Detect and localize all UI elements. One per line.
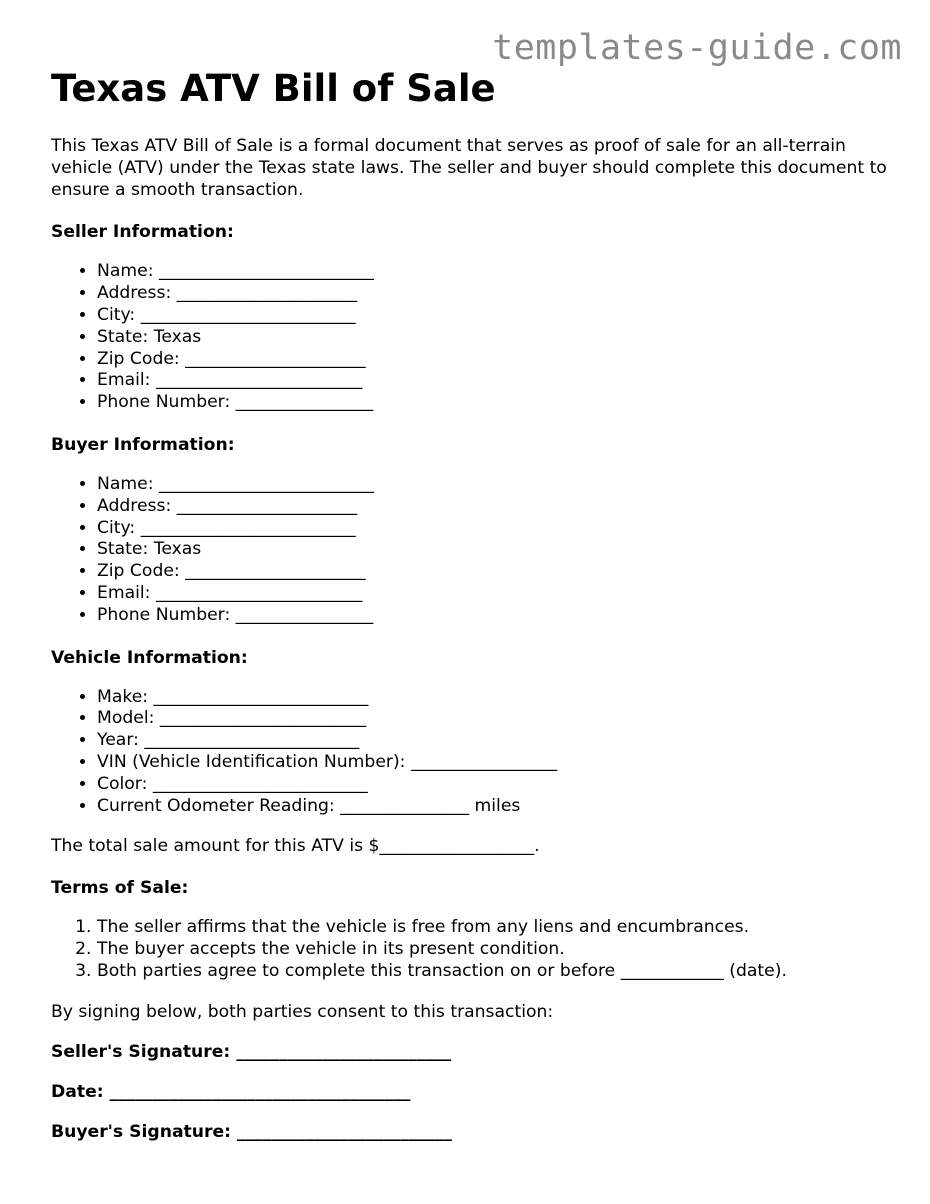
buyer-signature-line: Buyer's Signature: _________________________ (51, 1121, 452, 1142)
terms-item: 1. The seller affirms that the vehicle is free from any liens and encumbrances. (97, 917, 891, 939)
seller-address-field: • Address: _____________________ (97, 283, 891, 305)
terms-item: 3. Both parties agree to complete this transaction on or before ____________ (date). (97, 961, 891, 983)
vehicle-heading: Vehicle Information: (51, 647, 248, 668)
buyer-email-field: • Email: ________________________ (97, 583, 891, 605)
date-line: Date: ___________________________________ (51, 1081, 411, 1102)
seller-city-field: • City: _________________________ (97, 305, 891, 327)
sale-amount-text: The total sale amount for this ATV is $__________________. (51, 836, 540, 857)
vehicle-list (51, 687, 891, 818)
seller-heading: Seller Information: (51, 222, 234, 243)
document (51, 66, 891, 1143)
vehicle-odometer-field: • Current Odometer Reading: _______________ miles (97, 796, 891, 818)
buyer-address-field: • Address: _____________________ (97, 496, 891, 518)
seller-list (51, 261, 891, 414)
watermark: templates-guide.com (492, 28, 902, 68)
seller-email-field: • Email: ________________________ (97, 370, 891, 392)
vehicle-model-field: • Model: ________________________ (97, 708, 891, 730)
seller-name-field: • Name: _________________________ (97, 261, 891, 283)
buyer-phone-field: • Phone Number: ________________ (97, 605, 891, 627)
buyer-zip-field: • Zip Code: _____________________ (97, 561, 891, 583)
terms-list (51, 917, 891, 982)
vehicle-make-field: • Make: _________________________ (97, 687, 891, 709)
vehicle-vin-field: • VIN (Vehicle Identification Number): _________________ (97, 752, 891, 774)
seller-zip-field: • Zip Code: _____________________ (97, 349, 891, 371)
seller-state-field: • State: Texas (97, 327, 891, 349)
buyer-heading: Buyer Information: (51, 434, 235, 455)
buyer-list (51, 474, 891, 627)
buyer-state-field: • State: Texas (97, 539, 891, 561)
vehicle-year-field: • Year: _________________________ (97, 730, 891, 752)
terms-item: 2. The buyer accepts the vehicle in its present condition. (97, 939, 891, 961)
intro-paragraph: This Texas ATV Bill of Sale is a formal document that serves as proof of sale for an all-terrain vehicle (ATV) under the Texas state laws. The seller and buyer should complete this document to ensure a smooth transaction. (51, 136, 887, 200)
vehicle-color-field: • Color: _________________________ (97, 774, 891, 796)
seller-signature-line: Seller's Signature: _________________________ (51, 1041, 452, 1062)
page-title: Texas ATV Bill of Sale (51, 67, 496, 110)
buyer-name-field: • Name: _________________________ (97, 474, 891, 496)
terms-heading: Terms of Sale: (51, 878, 189, 899)
consent-text: By signing below, both parties consent to this transaction: (51, 1001, 554, 1022)
seller-phone-field: • Phone Number: ________________ (97, 392, 891, 414)
buyer-city-field: • City: _________________________ (97, 518, 891, 540)
